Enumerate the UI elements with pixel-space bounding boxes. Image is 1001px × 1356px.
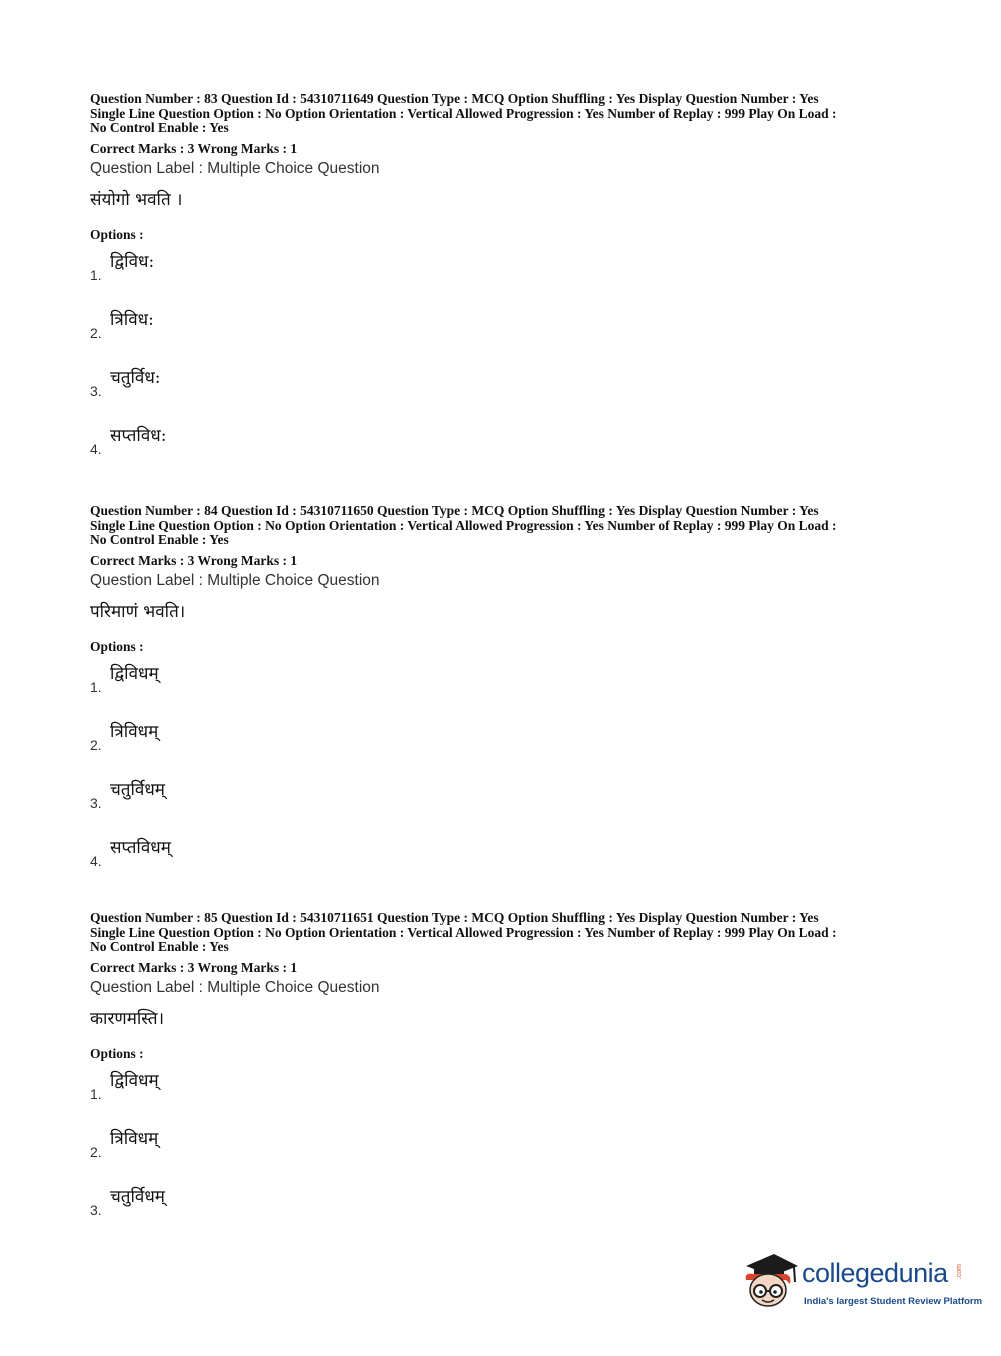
question-block-83 bbox=[90, 92, 920, 479]
option-text: सप्तविध: bbox=[110, 425, 167, 446]
meta-line: Question Number : 84 Question Id : 54310711650 Question Type : MCQ Option Shuffling : Yes Display Question Number : Yes bbox=[90, 503, 819, 518]
question-meta bbox=[90, 911, 920, 955]
option-number: 3. bbox=[90, 794, 102, 811]
option-item[interactable] bbox=[90, 717, 920, 775]
option-item[interactable] bbox=[90, 775, 920, 833]
meta-line: Single Line Question Option : No Option Orientation : Vertical Allowed Progression : Yes Number of Replay : 999 Play On Load : bbox=[90, 517, 837, 533]
option-text: द्विविधम् bbox=[110, 663, 159, 684]
mascot-icon bbox=[740, 1250, 800, 1312]
option-number: 1. bbox=[90, 678, 102, 695]
option-item[interactable] bbox=[90, 833, 920, 891]
meta-line: No Control Enable : Yes bbox=[90, 532, 229, 547]
options-heading: Options : bbox=[90, 638, 144, 654]
options-list bbox=[90, 659, 920, 891]
collegedunia-logo bbox=[740, 1250, 983, 1315]
option-text: सप्तविधम् bbox=[110, 837, 171, 858]
question-text: कारणमस्ति। bbox=[90, 1008, 165, 1029]
option-text: चतुर्विधम् bbox=[110, 1186, 165, 1207]
option-item[interactable] bbox=[90, 1066, 920, 1124]
options-heading: Options : bbox=[90, 226, 144, 242]
option-number: 4. bbox=[90, 440, 102, 457]
meta-line: Single Line Question Option : No Option Orientation : Vertical Allowed Progression : Yes Number of Replay : 999 Play On Load : bbox=[90, 105, 837, 121]
option-item[interactable] bbox=[90, 363, 920, 421]
option-item[interactable] bbox=[90, 1182, 920, 1240]
question-meta bbox=[90, 92, 920, 136]
question-meta bbox=[90, 504, 920, 548]
question-text: परिमाणं भवति। bbox=[90, 601, 186, 622]
meta-line: Single Line Question Option : No Option Orientation : Vertical Allowed Progression : Yes Number of Replay : 999 Play On Load : bbox=[90, 924, 837, 940]
options-list bbox=[90, 247, 920, 479]
meta-line: No Control Enable : Yes bbox=[90, 120, 229, 135]
option-text: त्रिविधम् bbox=[110, 721, 159, 742]
question-label: Question Label : Multiple Choice Question bbox=[90, 978, 380, 996]
options-list bbox=[90, 1066, 920, 1240]
option-number: 2. bbox=[90, 324, 102, 341]
brand-name: collegedunia bbox=[802, 1258, 948, 1288]
option-number: 3. bbox=[90, 382, 102, 399]
option-item[interactable] bbox=[90, 659, 920, 717]
option-text: चतुर्विध: bbox=[110, 367, 161, 388]
option-item[interactable] bbox=[90, 247, 920, 305]
option-item[interactable] bbox=[90, 305, 920, 363]
meta-line: Question Number : 83 Question Id : 54310711649 Question Type : MCQ Option Shuffling : Yes Display Question Number : Yes bbox=[90, 91, 819, 106]
option-number: 3. bbox=[90, 1201, 102, 1218]
question-text: संयोगो भवति । bbox=[90, 189, 183, 210]
option-number: 2. bbox=[90, 736, 102, 753]
option-number: 1. bbox=[90, 1085, 102, 1102]
option-item[interactable] bbox=[90, 421, 920, 479]
option-text: त्रिविध: bbox=[110, 309, 154, 330]
brand-tagline: India's largest Student Review Platform bbox=[804, 1296, 983, 1307]
option-text: त्रिविधम् bbox=[110, 1128, 159, 1149]
option-number: 2. bbox=[90, 1143, 102, 1160]
option-text: द्विविधम् bbox=[110, 1070, 159, 1091]
question-label: Question Label : Multiple Choice Question bbox=[90, 571, 380, 589]
option-number: 4. bbox=[90, 852, 102, 869]
question-marks: Correct Marks : 3 Wrong Marks : 1 bbox=[90, 959, 298, 975]
meta-line: Question Number : 85 Question Id : 54310711651 Question Type : MCQ Option Shuffling : Yes Display Question Number : Yes bbox=[90, 910, 819, 925]
option-text: द्विविध: bbox=[110, 251, 155, 272]
option-number: 1. bbox=[90, 266, 102, 283]
question-marks: Correct Marks : 3 Wrong Marks : 1 bbox=[90, 140, 298, 156]
options-heading: Options : bbox=[90, 1045, 144, 1061]
option-item[interactable] bbox=[90, 1124, 920, 1182]
brand-domain: .com bbox=[956, 1264, 963, 1280]
question-label: Question Label : Multiple Choice Question bbox=[90, 159, 380, 177]
question-block-85 bbox=[90, 911, 920, 1240]
option-text: चतुर्विधम् bbox=[110, 779, 165, 800]
question-block-84 bbox=[90, 504, 920, 891]
question-marks: Correct Marks : 3 Wrong Marks : 1 bbox=[90, 552, 298, 568]
meta-line: No Control Enable : Yes bbox=[90, 939, 229, 954]
